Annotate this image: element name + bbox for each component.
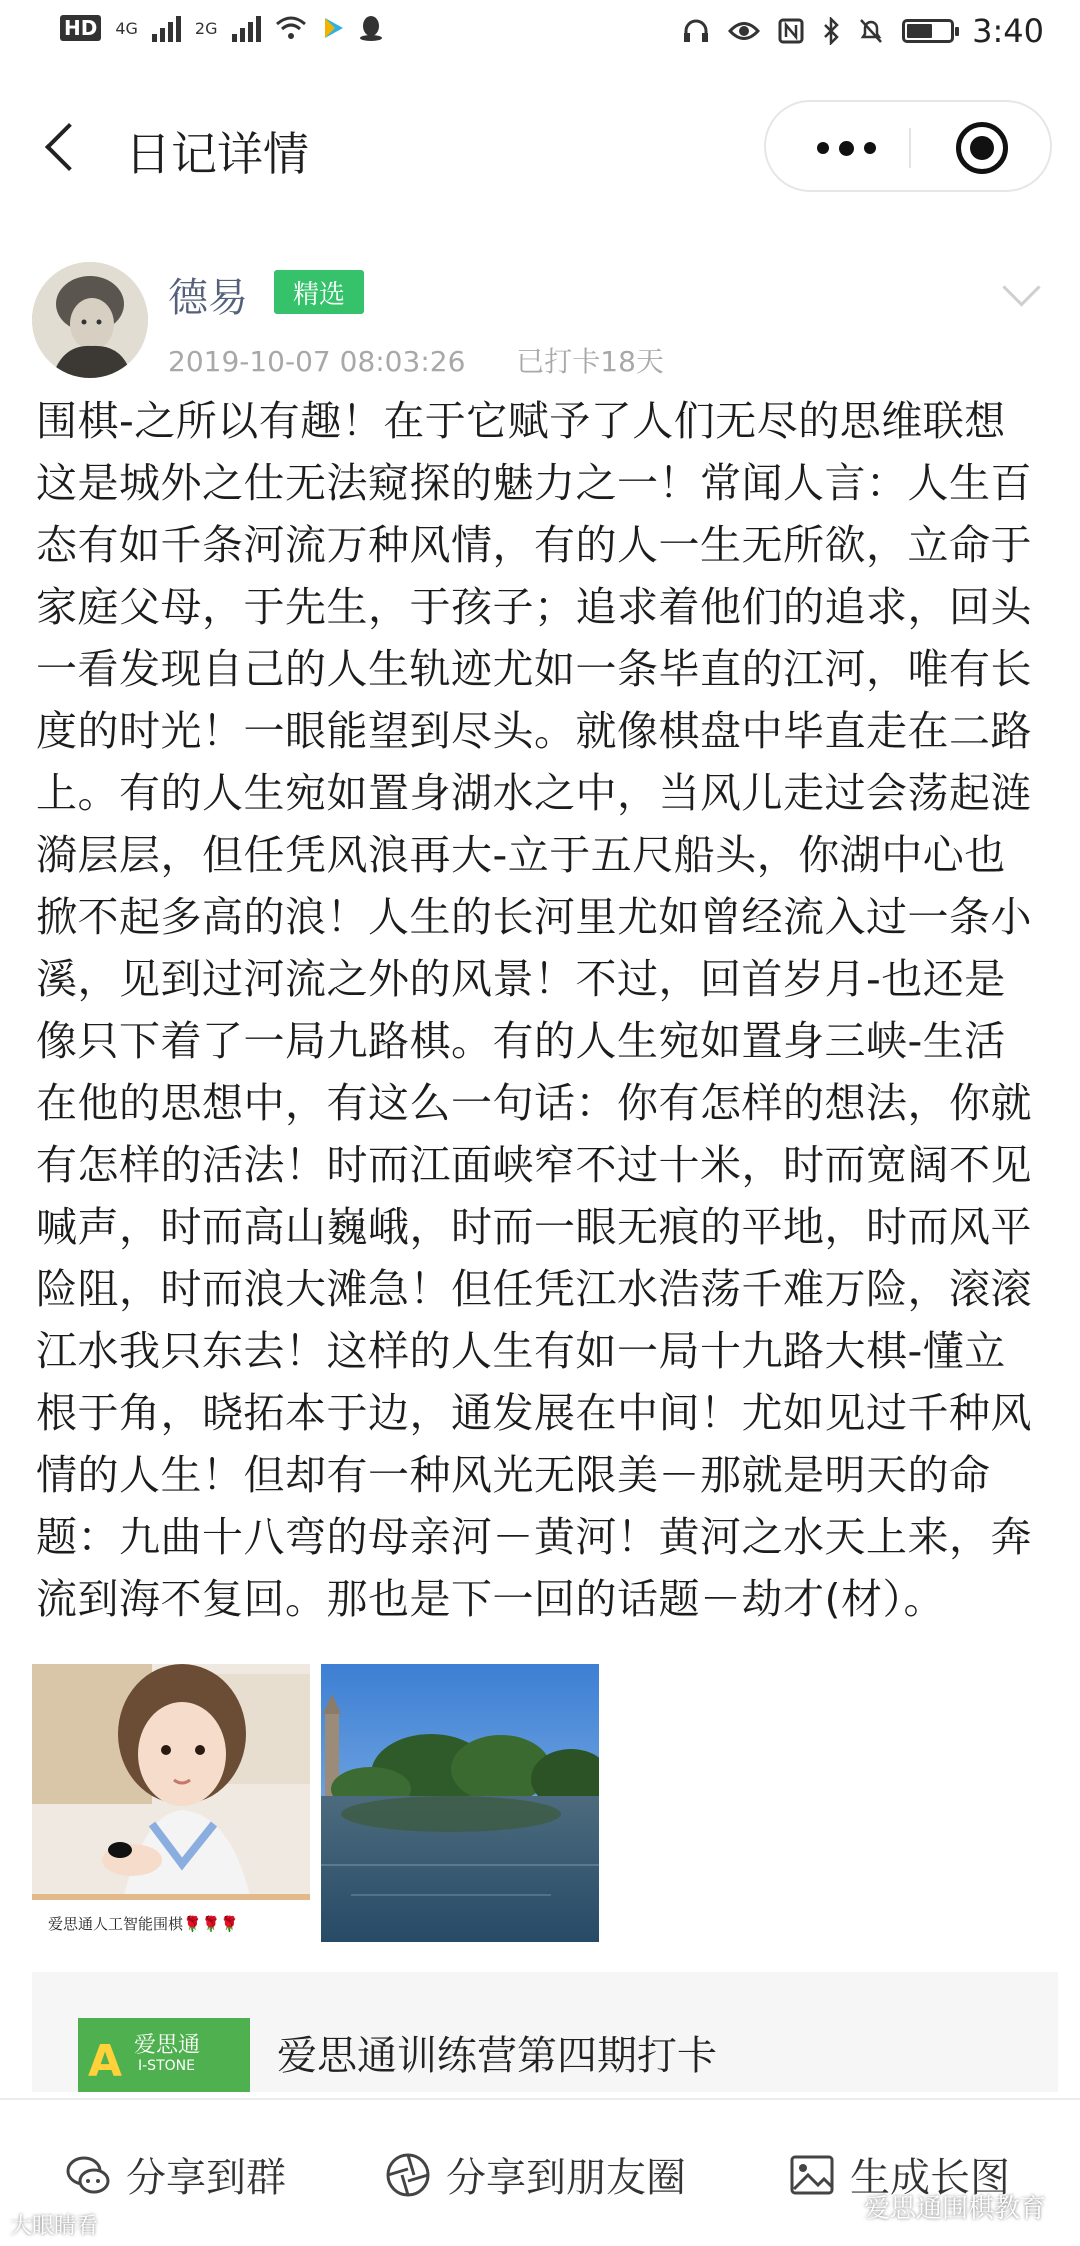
chat-bubbles-icon [64, 2151, 112, 2199]
featured-badge: 精选 [274, 270, 364, 314]
share-to-group-button[interactable] [64, 2146, 286, 2203]
share-to-moments-label: 分享到朋友圈 [446, 2155, 686, 2201]
diary-content: 围棋-之所以有趣！在于它赋予了人们无尽的思维联想这是城外之仕无法窥探的魅力之一！常闻人言：人生百态有如千条河流万种风情，有的人一生无所欲，立命于家庭父母，于先生，于孩子；追求着他们的追求，回头一看发现自己的人生轨迹尤如一条毕直的江河，唯有长度的时光！一眼能望到尽头。就像棋盘中毕直走在二路上。有的人生宛如置身湖水之中，当风儿走过会荡起涟漪层层，但任凭风浪再大-立于五尺船头，你湖中心也掀不起多高的浪！人生的长河里尤如曾经流入过一条小溪，见到过河流之外的风景！不过，回首岁月-也还是像只下着了一局九路棋。有的人生宛如置身三峡-生活在他的思想中，有这么一句话：你有怎样的想法，你就有怎样的活法！时而江面峡窄不过十米，时而宽阔不见喊声，时而高山巍峨，时而一眼无痕的平地，时而风平险阻，时而浪大滩急！但任凭江水浩荡千难万险，滚滚江水我只东去！这样的人生有如一局十九路大棋-懂立根于角，晓拓本于边，通发展在中间！尤如见过千种风情的人生！但却有一种风光无限美－那就是明天的命题：九曲十八弯的母亲河－黄河！黄河之水天上来，奔流到海不复回。那也是下一回的话题－劫才(材）。 [36, 397, 1032, 1623]
title-bar [0, 78, 1080, 218]
capsule-divider [909, 128, 911, 168]
share-to-moments-button[interactable] [384, 2146, 686, 2203]
moments-aperture-icon [384, 2151, 432, 2199]
hd-indicator: HD [60, 15, 101, 41]
close-miniprogram-button[interactable] [956, 122, 1008, 174]
chevron-down-icon[interactable] [1004, 276, 1034, 306]
clock: 3:40 [972, 12, 1044, 50]
author-name[interactable]: 德易 [168, 275, 248, 321]
bottom-action-bar [0, 2098, 1080, 2246]
training-camp-card[interactable] [32, 1972, 1058, 2092]
miniprogram-capsule [764, 100, 1052, 192]
camp-logo-sub: I-STONE [138, 2058, 195, 2074]
status-bar [0, 0, 1080, 72]
camp-logo-text: 爱思通 [134, 2033, 201, 2058]
post-datetime: 2019-10-07 08:03:26 [168, 345, 466, 378]
camp-logo-a: A [88, 2036, 123, 2087]
photo-lake[interactable] [321, 1664, 599, 1942]
nfc-icon [778, 18, 804, 44]
watermark-left: 大眼睛看 [10, 2214, 99, 2239]
play-icon [321, 16, 345, 40]
back-button[interactable] [40, 120, 80, 176]
share-to-group-label: 分享到群 [126, 2155, 286, 2201]
camp-logo [78, 2018, 250, 2092]
signal-icon [152, 14, 181, 42]
battery-icon [902, 19, 954, 43]
watermark-right: 爱思通围棋教育 [863, 2194, 1046, 2224]
image-icon [788, 2151, 836, 2199]
status-left [60, 14, 383, 42]
mute-bell-icon [858, 17, 884, 45]
network-1-label: 4G [115, 18, 138, 38]
qq-icon [359, 14, 383, 42]
more-options-button[interactable] [806, 128, 886, 168]
headphones-icon [682, 17, 710, 45]
page-title: 日记详情 [125, 127, 309, 181]
wifi-icon [275, 15, 307, 41]
camp-title: 爱思通训练营第四期打卡 [277, 2033, 717, 2079]
photo-caption: 爱思通人工智能围棋🌹🌹🌹 [48, 1915, 240, 1933]
eye-icon [728, 20, 760, 42]
post-meta [168, 340, 664, 380]
avatar[interactable] [32, 262, 148, 378]
network-2-label: 2G [194, 18, 218, 38]
generate-long-image-label: 生成长图 [850, 2155, 1010, 2201]
status-right [682, 12, 1044, 50]
bluetooth-icon [822, 17, 840, 45]
photo-girl-playing-go[interactable] [32, 1664, 310, 1942]
signal-icon-2 [232, 14, 261, 42]
checkin-days: 已打卡18天 [516, 345, 664, 378]
